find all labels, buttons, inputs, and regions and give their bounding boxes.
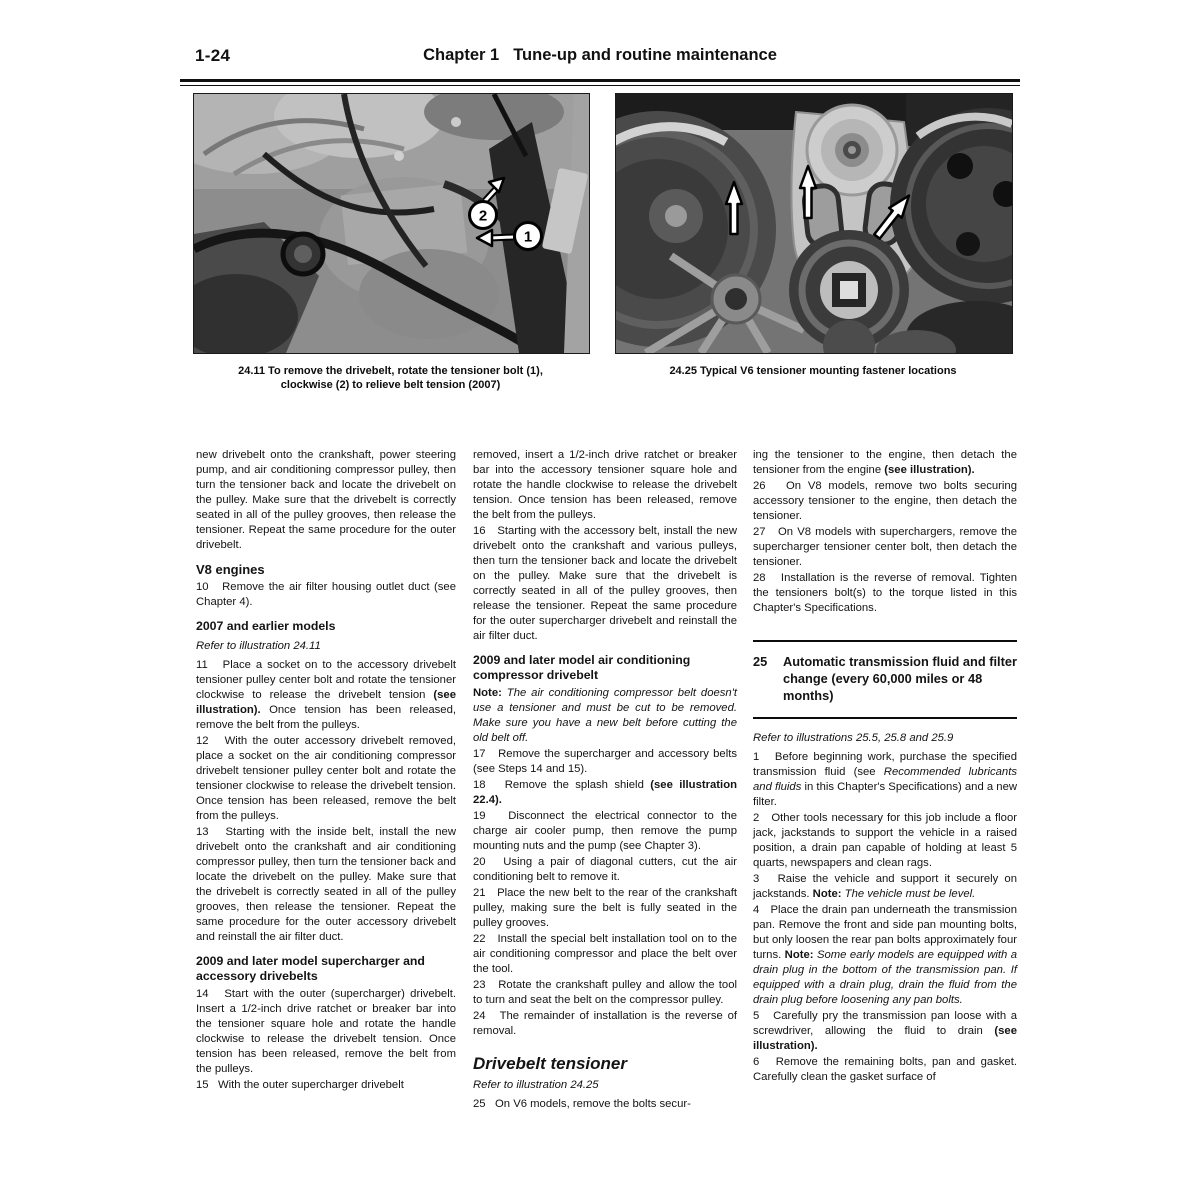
text-run: 27 On V8 models with superchargers, remove the supercharger tensioner center bolt, then detach the tensioner. (753, 526, 1017, 568)
paragraph (473, 747, 737, 777)
paragraph (473, 932, 737, 977)
paragraph (473, 686, 737, 746)
text-run: Some early models are equipped with a drain plug in the bottom of the transmission pan. If equipped with a drain plug, drain the fluid from the drain plug before loosening any pan bolts. (753, 949, 1017, 1006)
subsection-heading (473, 1054, 737, 1073)
paragraph (196, 987, 456, 1077)
text-run: new drivebelt onto the crankshaft, power steering pump, and air conditioning compressor pulley, then turn the tensioner back and locate the drivebelt on the pulley. Make sure that the drivebelt is correctly seated in all of the pulley grooves, then release the tensioner. Repeat the same procedure for the outer drivebelt. (196, 449, 456, 551)
text-run: 18 Remove the splash shield (473, 779, 651, 791)
text-column-2 (473, 448, 737, 1113)
paragraph (473, 978, 737, 1008)
text-run: removed, insert a 1/2-inch drive ratchet or breaker bar into the accessory tensioner square hole and rotate the handle clockwise to release the drivebelt tension. Once tension has been released, remove the belt from the pulleys. (473, 449, 737, 521)
text-run: Refer to illustration 24.25 (473, 1079, 599, 1091)
section-title (783, 653, 1017, 704)
heading (473, 653, 737, 683)
text-run: 4 Place the drain pan underneath the transmission pan. Remove the front and side pan mounting bolts, but only loosen the rear pan bolts approximately four turns. (753, 904, 1017, 961)
text-run: 28 Installation is the reverse of removal. Tighten the tensioners bolt(s) to the torque listed in this Chapter's Specifications. (753, 572, 1017, 614)
text-run: 2009 and later model air conditioning compressor drivebelt (473, 653, 691, 682)
paragraph (196, 825, 456, 945)
heading (196, 954, 456, 984)
text-run: Drivebelt tensioner (473, 1054, 627, 1073)
text-run: (see illustration). (753, 1025, 1017, 1052)
header-rule (180, 79, 1020, 86)
paragraph (473, 809, 737, 854)
callout-1-badge (515, 223, 542, 250)
paragraph (196, 1078, 456, 1093)
paragraph (753, 479, 1017, 524)
text-run: 2 Other tools necessary for this job include a floor jack, jackstands to support the vehicle in a raised position, a drain pan capable of holding at least 5 quarts, newspapers and clean rags. (753, 812, 1017, 869)
paragraph (473, 1097, 737, 1112)
chapter-header (180, 46, 1020, 65)
page-number: 1-24 (195, 46, 231, 65)
text-run: The vehicle must be level. (844, 888, 976, 900)
text-run: 24 The remainder of installation is the reverse of removal. (473, 1010, 737, 1037)
text-run: Automatic transmission fluid and filter change (every 60,000 miles or 48 months) (783, 654, 1017, 703)
text-run: 20 Using a pair of diagonal cutters, cut the air conditioning belt to remove it. (473, 856, 737, 883)
text-run: Recommended lubricants and fluids (753, 766, 1017, 793)
text-run: 12 With the outer accessory drivebelt removed, place a socket on the air conditioning compressor drivebelt tensioner pulley center bolt and rotate the tensioner clockwise to release the drivebelt tension. Once tension has been released, remove the belt from the pulleys. (196, 735, 456, 822)
paragraph (473, 1009, 737, 1039)
text-run: 23 Rotate the crankshaft pulley and allow the tool to turn and seat the belt on the compressor pulley. (473, 979, 737, 1006)
section-heading-box (753, 640, 1017, 719)
figure-24-25-photo (615, 93, 1013, 354)
text-run: 10 Remove the air filter housing outlet duct (see Chapter 4). (196, 581, 456, 608)
callout-1-label: 1 (523, 228, 533, 246)
tensioner-photo-illustration (616, 94, 1012, 353)
text-run: 6 Remove the remaining bolts, pan and gasket. Carefully clean the gasket surface of (753, 1056, 1017, 1083)
callout-2-badge (470, 202, 497, 229)
paragraph (753, 1009, 1017, 1054)
text-run: V8 engines (196, 562, 265, 577)
text-run: 25 On V6 models, remove the bolts secur- (473, 1098, 691, 1110)
chapter-title: Tune-up and routine maintenance (513, 46, 777, 64)
text-run: 17 Remove the supercharger and accessory belts (see Steps 14 and 15). (473, 748, 737, 775)
paragraph (196, 734, 456, 824)
text-run: 26 On V8 models, remove two bolts securing accessory tensioner to the engine, then detach the tensioner. (753, 480, 1017, 522)
text-run: 11 Place a socket on to the accessory drivebelt tensioner pulley center bolt and rotate the tensioner clockwise to release the drivebelt tension (196, 659, 456, 701)
paragraph (753, 525, 1017, 570)
paragraph (473, 448, 737, 523)
text-run: in this Chapter's Specifications) and a new filter. (753, 781, 1018, 808)
text-column-3 (753, 448, 1017, 1086)
text-run: ing the tensioner to the engine, then detach the tensioner from the engine (753, 449, 1017, 476)
paragraph (753, 571, 1017, 616)
paragraph (473, 886, 737, 931)
text-run: (see illustration). (884, 464, 975, 476)
paragraph (753, 872, 1017, 902)
text-run: 5 Carefully pry the transmission pan loose with a screwdriver, allowing the fluid to drain (753, 1010, 1017, 1037)
paragraph (753, 448, 1017, 478)
section-number: 25 (753, 654, 768, 669)
paragraph (196, 580, 456, 610)
paragraph (753, 903, 1017, 1008)
figure-24-11-photo (193, 93, 590, 354)
text-run: 14 Start with the outer (supercharger) drivebelt. Insert a 1/2-inch drive ratchet or breaker bar into the tensioner square hole and rotate the handle clockwise to release the drivebelt tension. Once tension has been released, remove the belt from the pulleys. (196, 988, 456, 1075)
text-run: Refer to illustrations 25.5, 25.8 and 25.9 (753, 732, 954, 744)
engine-bay-photo-illustration (194, 94, 589, 353)
figure-24-25-caption: 24.25 Typical V6 tensioner mounting fastener locations (669, 365, 957, 377)
heading (196, 562, 456, 577)
caption-line-2: clockwise (2) to relieve belt tension (2007) (280, 379, 501, 391)
refer-note (196, 639, 456, 654)
text-run: 1 Before beginning work, purchase the specified transmission fluid (see (753, 751, 1017, 778)
refer-note (753, 731, 1017, 746)
caption-line-1: 24.11 To remove the drivebelt, rotate the tensioner bolt (1), (238, 365, 543, 377)
figure-24-11-caption (193, 364, 588, 392)
text-run: 2009 and later model supercharger and accessory drivebelts (196, 954, 425, 983)
paragraph (753, 1055, 1017, 1085)
paragraph (473, 524, 737, 644)
refer-note (473, 1078, 737, 1093)
text-run: 22 Install the special belt installation tool on to the air conditioning compressor and place the belt over the tool. (473, 933, 737, 975)
text-run: 21 Place the new belt to the rear of the crankshaft pulley, making sure the belt is fully seated in the pulley grooves. (473, 887, 737, 929)
text-run: Note: (784, 949, 817, 961)
paragraph (753, 750, 1017, 810)
heading (196, 619, 456, 634)
text-run: 19 Disconnect the electrical connector to the charge air cooler pump, then remove the pump mounting nuts and the pump (see Chapter 3). (473, 810, 737, 852)
text-run: 16 Starting with the accessory belt, install the new drivebelt onto the crankshaft and various pulleys, then turn the tensioner back and locate the drivebelt on the pulley. Make sure that the drivebelt is correctly seated in all of the pulley grooves, then release the tensioner. Repeat the same procedure for the outer supercharger drivebelt and reinstall the air filter duct. (473, 525, 737, 642)
paragraph (196, 448, 456, 553)
callout-2-label: 2 (478, 207, 488, 225)
paragraph (196, 658, 456, 733)
text-run: Note: (812, 888, 845, 900)
text-run: 3 Raise the vehicle and support it securely on jackstands. (753, 873, 1017, 900)
paragraph (753, 811, 1017, 871)
text-run: 2007 and earlier models (196, 619, 336, 633)
text-run: Note: (473, 687, 507, 699)
text-run: The air conditioning compressor belt doesn't use a tensioner and must be cut to be removed. Make sure you have a new belt before cutting the old belt off. (473, 687, 737, 744)
text-run: 15 With the outer supercharger drivebelt (196, 1079, 404, 1091)
text-column-1 (196, 448, 456, 1094)
chapter-label: Chapter 1 (423, 46, 500, 64)
text-run: Once tension has been released, remove the belt from the pulleys. (196, 704, 456, 731)
paragraph (473, 855, 737, 885)
text-run: (see illustration 22.4). (473, 779, 737, 806)
text-run: 13 Starting with the inside belt, install the new drivebelt onto the crankshaft and air conditioning compressor pulley, then turn the tensioner back and locate the drivebelt on the pulley. Make sure that the drivebelt is correctly seated in all of the pulley grooves, then release the tensioner. Repeat the same procedure for the outer accessory drivebelt and reinstall the air filter duct. (196, 826, 456, 943)
paragraph (473, 778, 737, 808)
text-run: (see illustration). (196, 689, 456, 716)
text-run: Refer to illustration 24.11 (196, 640, 321, 652)
